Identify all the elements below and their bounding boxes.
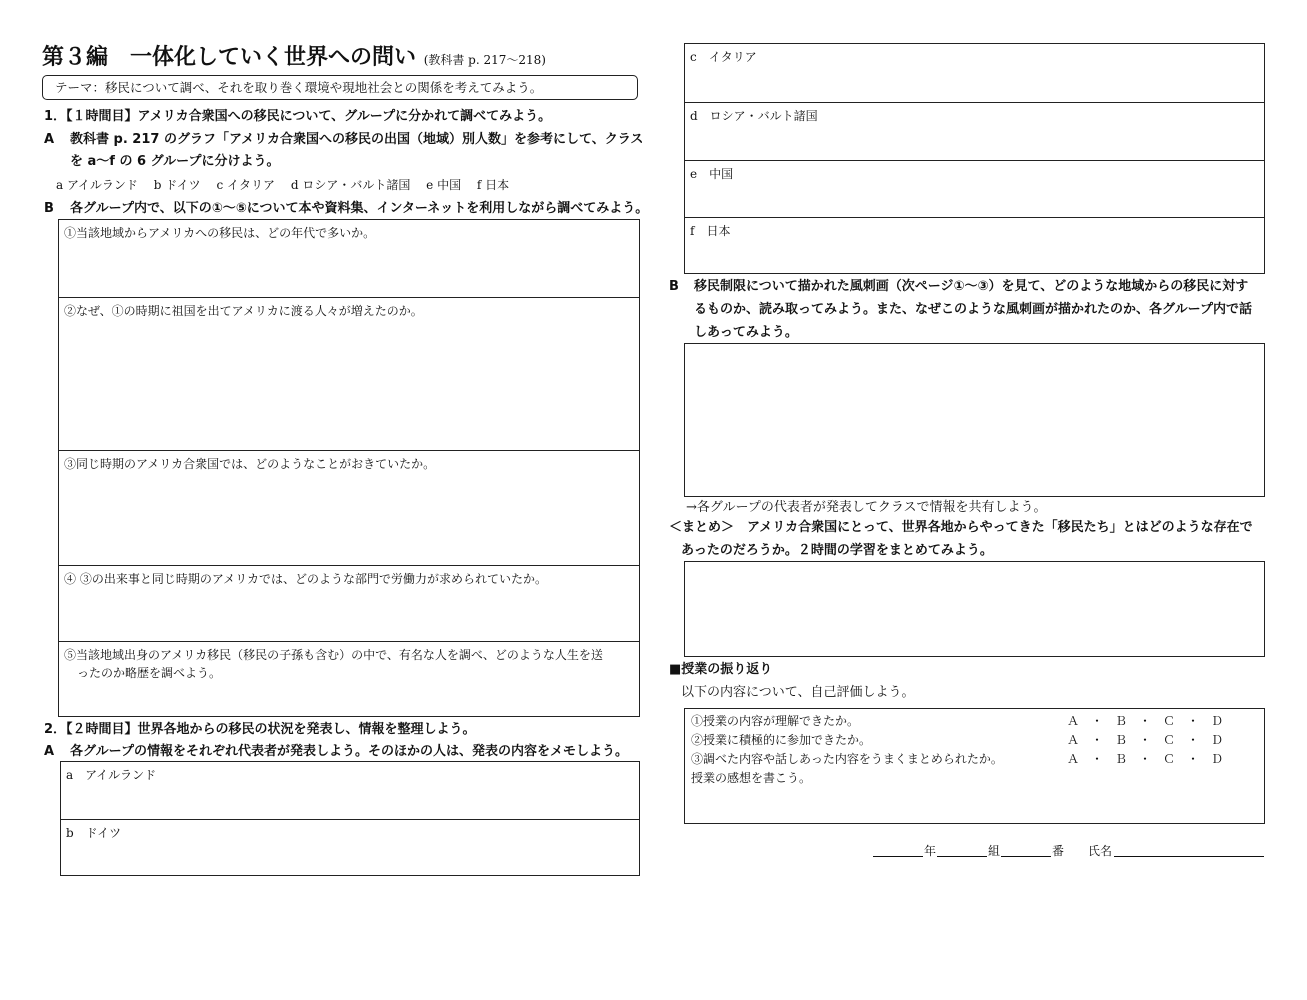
textbook-ref: (教科書 p. 217〜218) [423, 53, 546, 67]
question-cell-5[interactable] [59, 641, 639, 718]
memo-cell-c[interactable] [685, 44, 1264, 102]
question-cell-3[interactable] [59, 450, 639, 565]
summary-answer-box[interactable] [684, 561, 1265, 657]
memo-cell-d[interactable] [685, 102, 1264, 160]
section1-a-line2: を a〜f の 6 グループに分けよう。 [70, 154, 280, 169]
group-item: f 日本 [476, 178, 510, 192]
summary-line2: あったのだろうか。２時間の学習をまとめてみよう。 [681, 543, 993, 558]
year-blank[interactable] [873, 856, 923, 857]
year-label: 年 [924, 844, 937, 858]
group-item: b ドイツ [153, 178, 201, 192]
question-cell-2[interactable] [59, 297, 639, 450]
section2-b-label: B [669, 279, 679, 294]
reflection-heading: ■授業の振り返り [669, 662, 773, 677]
class-label: 組 [988, 844, 1001, 858]
memo-cell-f[interactable] [685, 217, 1264, 275]
class-blank[interactable] [937, 856, 987, 857]
title-text: 第３編 一体化していく世界への問い [42, 45, 417, 70]
reflection-item-3: ③調べた内容や話しあった内容をうまくまとめられたか。 [691, 752, 1003, 766]
reflection-intro: 以下の内容について、自己評価しよう。 [681, 685, 915, 700]
group-item: d ロシア・バルト諸国 [290, 178, 411, 192]
question-2: ②なぜ、①の時期に祖国を出てアメリカに渡る人々が増えたのか。 [64, 304, 423, 318]
rating-scale-1[interactable]: Ａ ・ Ｂ ・ Ｃ ・ Ｄ [1067, 714, 1224, 728]
question-4: ④ ③の出来事と同じ時期のアメリカでは、どのような部門で労働力が求められていたか。 [64, 572, 547, 586]
page-title [42, 44, 546, 74]
section2-b-line2: るものか、読み取ってみよう。また、なぜこのような風刺画が描かれたのか、各グループ内で話 [694, 302, 1252, 317]
group-list [56, 177, 509, 193]
section1-b-label: B [44, 201, 54, 216]
section2-b-line3: しあってみよう。 [694, 325, 798, 340]
reflection-box [684, 708, 1265, 824]
reflection-item-2: ②授業に積極的に参加できたか。 [691, 733, 872, 747]
question-5-line2: ったのか略歴を調べよう。 [77, 666, 222, 680]
research-table [58, 219, 640, 717]
section1-heading: 1．【１時間目】アメリカ合衆国への移民について、グループに分かれて調べてみよう。 [44, 109, 552, 124]
memo-cell-b[interactable] [61, 819, 639, 877]
summary-label: ＜まとめ＞ [669, 520, 735, 535]
theme-box [42, 75, 638, 100]
section2-a-label: A [44, 744, 55, 759]
memo-label-d: d ロシア・バルト諸国 [690, 109, 818, 123]
memo-box-left [60, 761, 640, 876]
question-cell-4[interactable] [59, 565, 639, 641]
rating-scale-2[interactable]: Ａ ・ Ｂ ・ Ｃ ・ Ｄ [1067, 733, 1224, 747]
section1-a-label: A [44, 132, 55, 147]
summary-line1: アメリカ合衆国にとって、世界各地からやってきた「移民たち」とはどのような存在で [747, 520, 1253, 535]
reflection-item-1: ①授業の内容が理解できたか。 [691, 714, 860, 728]
memo-label-c: c イタリア [690, 50, 757, 64]
group-item: a アイルランド [56, 178, 138, 192]
rating-scale-3[interactable]: Ａ ・ Ｂ ・ Ｃ ・ Ｄ [1067, 752, 1224, 766]
number-label: 番 [1052, 844, 1065, 858]
memo-label-e: e 中国 [690, 167, 734, 181]
name-blank[interactable] [1114, 856, 1264, 857]
memo-label-b: b ドイツ [66, 826, 122, 840]
memo-cell-e[interactable] [685, 160, 1264, 217]
question-5 [64, 646, 603, 682]
impression-prompt: 授業の感想を書こう。 [691, 771, 812, 785]
section1-a-line1: 教科書 p. 217 のグラフ「アメリカ合衆国への移民の出国（地域）別人数」を参考にして、クラス [70, 132, 644, 147]
cartoon-answer-box[interactable] [684, 343, 1265, 497]
question-1: ①当該地域からアメリカへの移民は、どの年代で多いか。 [64, 226, 376, 240]
section2-heading: 2．【２時間目】世界各地からの移民の状況を発表し、情報を整理しよう。 [44, 722, 476, 737]
question-cell-1[interactable] [59, 220, 639, 297]
theme-text: テーマ：移民について調べ、それを取り巻く環境や現地社会との関係を考えてみよう。 [55, 80, 543, 95]
section1-b-text: 各グループ内で、以下の①〜⑤について本や資料集、インターネットを利用しながら調べてみよう。 [70, 201, 649, 216]
section2-b-line1: 移民制限について描かれた風刺画（次ページ①〜③）を見て、どのような地域からの移民に対す [694, 279, 1249, 294]
question-3: ③同じ時期のアメリカ合衆国では、どのようなことがおきていたか。 [64, 457, 436, 471]
name-label: 氏名 [1088, 844, 1113, 858]
group-item: c イタリア [216, 178, 275, 192]
memo-cell-a[interactable] [61, 762, 639, 819]
group-item: e 中国 [426, 178, 462, 192]
section2-a-text: 各グループの情報をそれぞれ代表者が発表しよう。そのほかの人は、発表の内容をメモしよう。 [70, 744, 628, 759]
memo-label-a: a アイルランド [66, 768, 157, 782]
memo-box-right [684, 43, 1265, 274]
number-blank[interactable] [1001, 856, 1051, 857]
share-note: →各グループの代表者が発表してクラスで情報を共有しよう。 [686, 500, 1047, 515]
memo-label-f: f 日本 [690, 224, 731, 238]
question-5-line1: ⑤当該地域出身のアメリカ移民（移民の子孫も含む）の中で、有名な人を調べ、どのような人生を送 [64, 648, 603, 662]
